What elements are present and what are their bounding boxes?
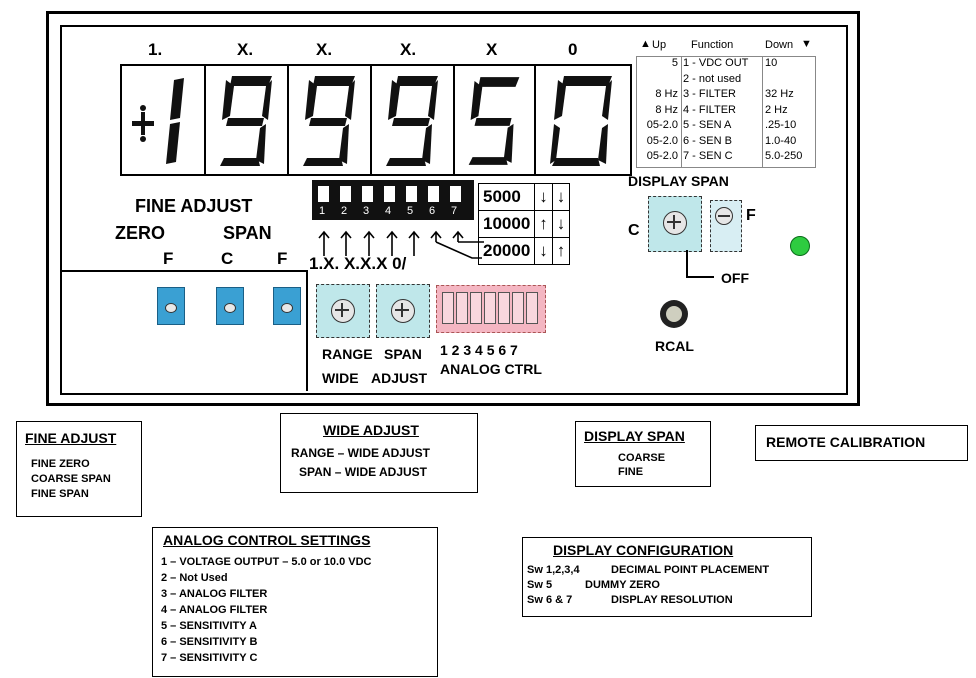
adjust-label: ADJUST xyxy=(371,370,428,386)
display-digit-5 xyxy=(453,64,537,176)
display-span-fine-label: F xyxy=(746,207,756,224)
analog-ctrl-numbers: 1 2 3 4 5 6 7 xyxy=(440,342,518,358)
dip-switch-number: 7 xyxy=(451,205,458,217)
legend-remote-calibration xyxy=(755,425,968,461)
function-name: 4 - FILTER xyxy=(683,103,736,116)
analog-dip-toggle[interactable] xyxy=(470,292,482,324)
legend-wide-adjust xyxy=(280,413,478,493)
dip-switch-toggle[interactable] xyxy=(318,186,329,202)
span-fine-letter: F xyxy=(277,249,288,268)
legend-title: DISPLAY SPAN xyxy=(584,428,685,444)
legend-line: 6 – SENSITIVITY B xyxy=(161,636,258,648)
decimal-label: X. xyxy=(316,40,333,59)
display-digit-0 xyxy=(534,64,632,176)
function-name: 6 - SEN B xyxy=(683,134,732,147)
fine-adjust-label: FINE ADJUST xyxy=(135,196,253,216)
zero-fine-letter: F xyxy=(163,249,174,268)
dip-switch-number: 1 xyxy=(319,205,326,217)
dip-switch-number: 2 xyxy=(341,205,348,217)
display-digit-9 xyxy=(287,64,373,176)
dip-switch-toggle[interactable] xyxy=(340,186,351,202)
resolution-table xyxy=(478,183,570,265)
decimal-code-label: 1.X. X.X.X 0/ xyxy=(309,254,407,273)
resolution-value: 10000 xyxy=(479,211,535,238)
fine-zero-trimmer[interactable] xyxy=(157,287,185,325)
legend-title: ANALOG CONTROL SETTINGS xyxy=(163,532,371,548)
resolution-value: 5000 xyxy=(479,184,535,211)
function-down-value: .25-10 xyxy=(765,119,797,131)
header-function: Function xyxy=(691,39,734,51)
function-name: 1 - VDC OUT xyxy=(683,57,749,69)
dip-switch-number: 4 xyxy=(385,205,392,217)
analog-dip-toggle[interactable] xyxy=(442,292,454,324)
legend-line: FINE xyxy=(618,466,644,478)
decimal-label: 0 xyxy=(568,40,578,59)
legend-sw: Sw 5 xyxy=(527,579,553,591)
legend-fine-adjust xyxy=(16,421,142,517)
span-adjust-pot[interactable] xyxy=(376,284,430,338)
display-span-fine-pot[interactable] xyxy=(710,200,742,252)
function-name: 5 - SEN A xyxy=(683,119,732,131)
range-label: RANGE xyxy=(322,346,373,362)
legend-line: COARSE SPAN xyxy=(31,473,111,485)
dip-switch-number: 6 xyxy=(429,205,436,217)
function-up-value: 05-2.0 xyxy=(646,134,678,147)
legend-desc: DUMMY ZERO xyxy=(585,579,660,591)
legend-desc: DECIMAL POINT PLACEMENT xyxy=(611,564,770,576)
legend-sw: Sw 6 & 7 xyxy=(527,594,573,606)
legend-line: SPAN – WIDE ADJUST xyxy=(299,465,428,479)
display-digit-1 xyxy=(120,64,206,176)
function-name: 7 - SEN C xyxy=(683,150,733,162)
up-arrow-icon: ▲ xyxy=(640,38,651,50)
decimal-label: X. xyxy=(400,40,417,59)
analog-dip-toggle[interactable] xyxy=(526,292,538,324)
span-label-2: SPAN xyxy=(384,346,422,362)
decimal-label: 1. xyxy=(148,40,163,59)
display-span-label: DISPLAY SPAN xyxy=(628,173,729,189)
analog-ctrl-label: ANALOG CTRL xyxy=(440,361,542,377)
function-down-value: 2 Hz xyxy=(765,103,788,116)
legend-line: COARSE xyxy=(618,452,666,464)
resolution-value: 20000 xyxy=(479,238,535,265)
zero-label: ZERO xyxy=(115,223,166,243)
display-digit-9 xyxy=(204,64,290,176)
legend-display-configuration xyxy=(522,537,812,617)
legend-display-span xyxy=(575,421,711,487)
wide-label: WIDE xyxy=(322,370,359,386)
rcal-label: RCAL xyxy=(655,338,694,354)
legend-desc: DISPLAY RESOLUTION xyxy=(611,594,733,606)
down-arrow-icon: ↓ xyxy=(552,184,570,211)
legend-line: FINE ZERO xyxy=(31,458,90,470)
header-up: Up xyxy=(652,39,667,51)
legend-line: 5 – SENSITIVITY A xyxy=(161,620,257,632)
range-wide-pot[interactable] xyxy=(316,284,370,338)
legend-line: 7 – SENSITIVITY C xyxy=(161,652,258,664)
analog-dip-toggle[interactable] xyxy=(456,292,468,324)
legend-line: 4 – ANALOG FILTER xyxy=(161,604,268,616)
span-label: SPAN xyxy=(223,223,272,243)
legend-sw: Sw 1,2,3,4 xyxy=(527,564,580,576)
legend-title: REMOTE CALIBRATION xyxy=(766,434,926,450)
legend-title: FINE ADJUST xyxy=(25,430,117,446)
off-label: OFF xyxy=(721,270,749,286)
legend-analog-control xyxy=(152,527,438,677)
decimal-label: X xyxy=(486,40,498,59)
up-arrow-icon: ↑ xyxy=(552,238,570,265)
dip-switch-toggle[interactable] xyxy=(406,186,417,202)
legend-title: DISPLAY CONFIGURATION xyxy=(553,542,734,558)
dip-switch-number: 5 xyxy=(407,205,414,217)
up-arrow-icon: ↑ xyxy=(535,211,553,238)
function-down-value: 10 xyxy=(765,57,778,69)
down-arrow-icon: ▼ xyxy=(801,38,812,50)
function-name: 3 - FILTER xyxy=(683,88,736,100)
down-arrow-icon: ↓ xyxy=(535,184,553,211)
down-arrow-icon: ↓ xyxy=(535,238,553,265)
function-up-value: 8 Hz xyxy=(655,103,678,116)
function-name: 2 - not used xyxy=(683,72,742,85)
display-span-coarse-pot[interactable] xyxy=(648,196,702,252)
span-coarse-letter: C xyxy=(221,249,234,268)
dip-switch-toggle[interactable] xyxy=(428,186,439,202)
function-down-value: 1.0-40 xyxy=(765,134,797,147)
legend-line: 1 – VOLTAGE OUTPUT – 5.0 or 10.0 VDC xyxy=(161,556,372,568)
rcal-button[interactable] xyxy=(660,300,688,328)
coarse-span-trimmer[interactable] xyxy=(216,287,244,325)
function-down-value: 32 Hz xyxy=(765,88,794,100)
dip-switch-toggle[interactable] xyxy=(362,186,373,202)
function-up-value: 5 xyxy=(671,57,678,69)
legend-line: FINE SPAN xyxy=(31,488,89,500)
legend-line: 2 – Not Used xyxy=(161,572,228,584)
legend-title: WIDE ADJUST xyxy=(323,422,419,438)
fine-span-trimmer[interactable] xyxy=(273,287,301,325)
analog-dip-toggle[interactable] xyxy=(512,292,524,324)
display-span-coarse-label: C xyxy=(628,222,640,239)
dip-switch-number: 3 xyxy=(363,205,370,217)
decimal-label: X. xyxy=(237,40,254,59)
status-led xyxy=(790,236,810,256)
dip-switch-toggle[interactable] xyxy=(450,186,461,202)
function-down-value: 5.0-250 xyxy=(765,150,803,162)
down-arrow-icon: ↓ xyxy=(552,211,570,238)
legend-line: RANGE – WIDE ADJUST xyxy=(291,446,430,460)
analog-dip-toggle[interactable] xyxy=(484,292,496,324)
function-up-value: 05-2.0 xyxy=(646,150,678,162)
function-up-value: 8 Hz xyxy=(655,88,678,100)
display-digit-9 xyxy=(370,64,456,176)
header-down: Down xyxy=(765,39,794,51)
legend-line: 3 – ANALOG FILTER xyxy=(161,588,268,600)
analog-dip-toggle[interactable] xyxy=(498,292,510,324)
dip-switch-toggle[interactable] xyxy=(384,186,395,202)
function-up-value: 05-2.0 xyxy=(646,119,678,131)
